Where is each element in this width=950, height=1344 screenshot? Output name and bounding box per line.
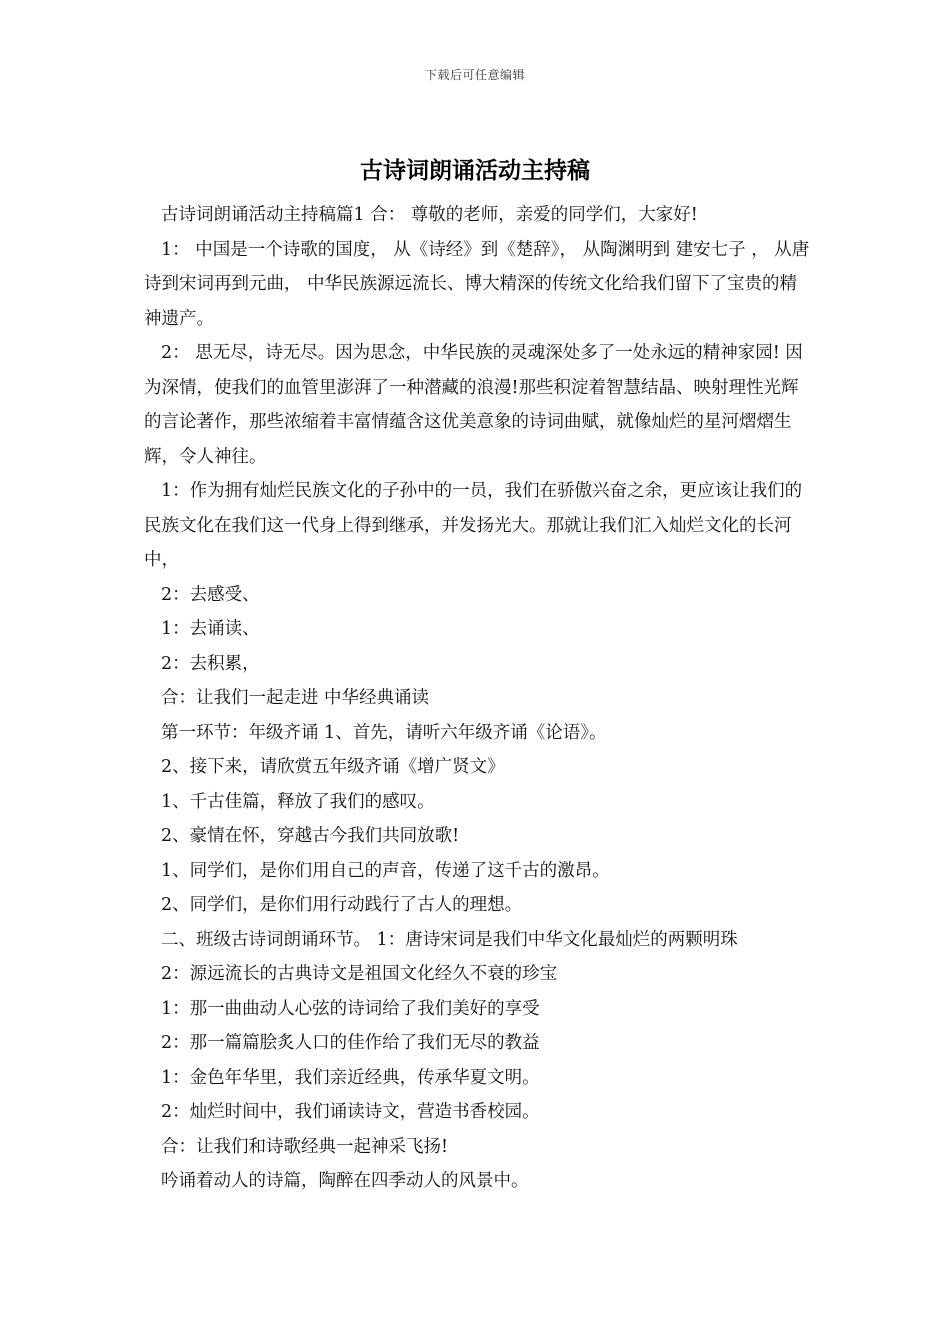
paragraph: 古诗词朗诵活动主持稿篇1 合： 尊敬的老师，亲爱的同学们，大家好!: [161, 205, 698, 225]
paragraph: 2：去感受、: [161, 584, 260, 605]
paragraph: 2、同学们，是你们用行动践行了古人的理想。: [161, 895, 523, 915]
paragraph: 1：去诵读、: [161, 619, 260, 639]
paragraph: 2： 思无尽，诗无尽。因为思念，中华民族的灵魂深处多了一处永远的精神家园! 因为深情，使我们的血管里澎湃了一种潜藏的浪漫!那些积淀着智慧结晶、映射理性光辉的言论著作，那些浓缩着丰富情蕴含这优美意象的诗词曲赋，就像灿烂的星河熠熠生辉，令人神往。: [144, 343, 803, 467]
paragraph: 2、豪情在怀，穿越古今我们共同放歌!: [161, 826, 460, 846]
paragraph: 1、千古佳篇，释放了我们的感叹。: [161, 791, 435, 812]
document-body: [144, 198, 810, 1199]
paragraph: 2：那一篇篇脍炙人口的佳作给了我们无尽的教益: [161, 1033, 540, 1053]
paragraph: 1：金色年华里，我们亲近经典，传承华夏文明。: [161, 1067, 540, 1088]
paragraph: 第一环节：年级齐诵 1、首先，请听六年级齐诵《论语》。: [161, 722, 607, 743]
paragraph: 2、接下来，请欣赏五年级齐诵《增广贤文》: [161, 757, 505, 777]
paragraph: 1： 中国是一个诗歌的国度， 从《诗经》到《楚辞》， 从陶渊明到 建安七子 ， 从唐诗到宋词再到元曲， 中华民族源远流长、博大精深的传统文化给我们留下了宝贵的精神遗产。: [144, 239, 810, 329]
document-title: 古诗词朗诵活动主持稿: [360, 157, 590, 184]
header-note: 下载后可任意编辑: [424, 68, 525, 82]
paragraph: 1、同学们，是你们用自己的声音，传递了这千古的激昂。: [161, 860, 610, 881]
paragraph: 2：源远流长的古典诗文是祖国文化经久不衰的珍宝: [161, 964, 558, 984]
paragraph: 1：作为拥有灿烂民族文化的子孙中的一员，我们在骄傲兴奋之余，更应该让我们的民族文化在我们这一代身上得到继承，并发扬光大。那就让我们汇入灿烂文化的长河中，: [144, 481, 803, 570]
paragraph: 2：去积累，: [161, 653, 260, 674]
paragraph: 合：让我们和诗歌经典一起神采飞扬!: [161, 1136, 449, 1157]
paragraph: 二、班级古诗词朗诵环节。 1：唐诗宋词是我们中华文化最灿烂的两颗明珠: [161, 929, 738, 950]
paragraph: 吟诵着动人的诗篇，陶醉在四季动人的风景中。: [161, 1171, 529, 1191]
paragraph: 2：灿烂时间中，我们诵读诗文，营造书香校园。: [161, 1102, 540, 1122]
paragraph: 合：让我们一起走进 中华经典诵读: [161, 688, 430, 708]
paragraph: 1：那一曲曲动人心弦的诗词给了我们美好的享受: [161, 998, 540, 1019]
